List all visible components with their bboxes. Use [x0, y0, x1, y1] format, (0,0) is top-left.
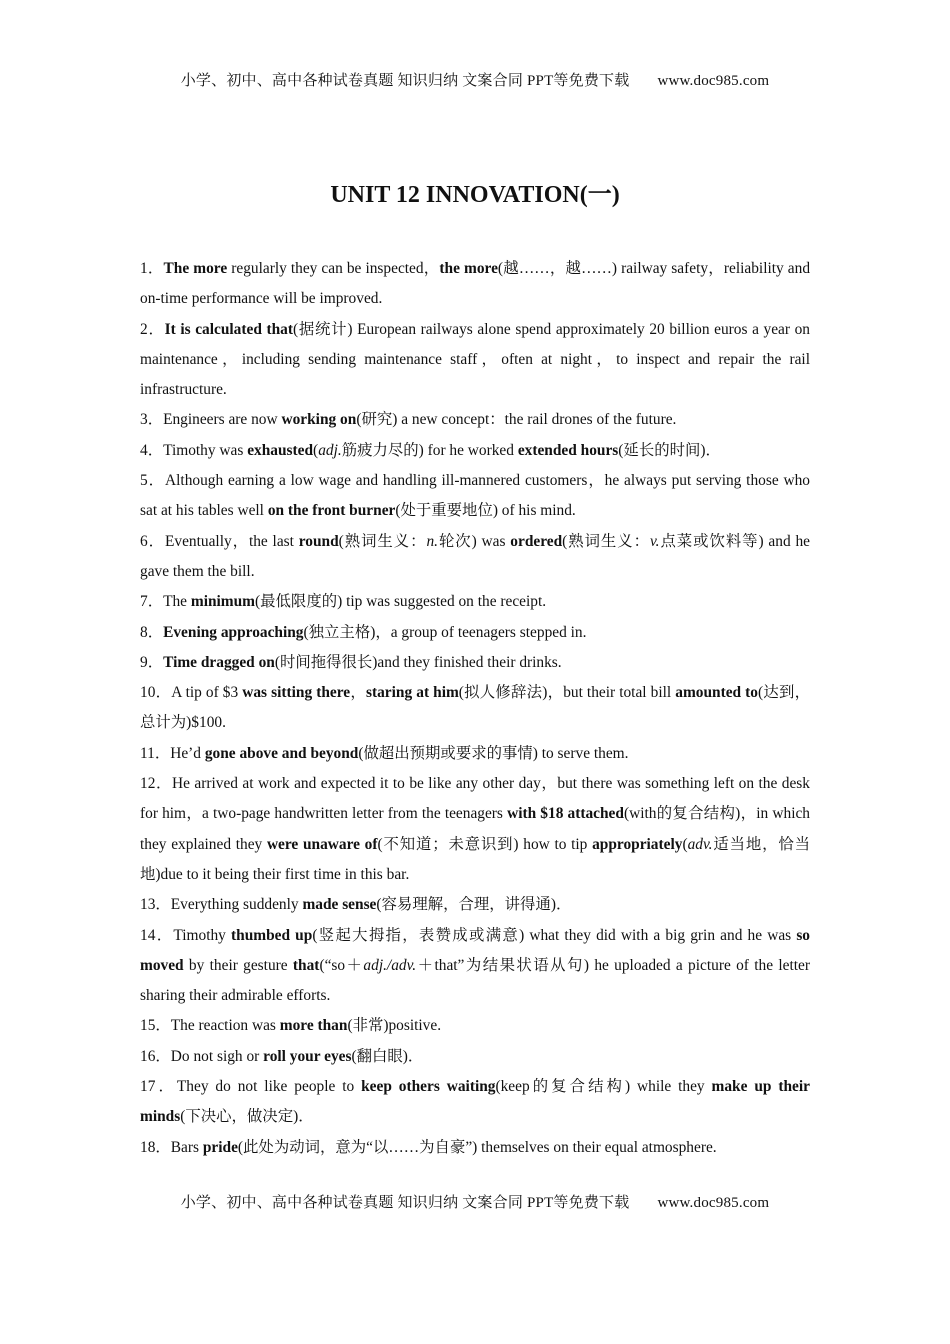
sentence-item-14 [140, 921, 810, 1012]
sentence-text: (独立主格)，a group of teenagers stepped in. [303, 623, 587, 641]
key-phrase: with $18 attached [507, 805, 624, 823]
key-phrase: Time dragged on [163, 653, 275, 671]
sentence-list [140, 254, 810, 1163]
sentence-text: (不知道；未意识到) how to tip [377, 835, 593, 853]
sentence-item-2 [140, 315, 810, 406]
part-of-speech: n. [426, 532, 438, 550]
key-phrase: thumbed up [231, 926, 313, 944]
sentence-text: (非常)positive. [347, 1017, 442, 1035]
sentence-text: 18．Bars [140, 1138, 203, 1156]
sentence-item-18 [140, 1133, 810, 1163]
sentence-text: (翻白眼)． [351, 1047, 424, 1065]
sentence-item-13 [140, 890, 810, 920]
sentence-text: 14．Timothy [140, 926, 232, 944]
key-phrase: pride [202, 1138, 238, 1156]
sentence-text: (“so＋ [319, 956, 364, 974]
part-of-speech: adv. [687, 835, 713, 853]
sentence-item-15 [140, 1011, 810, 1041]
sentence-text: 17．They do not like people to [140, 1078, 362, 1096]
sentence-item-1 [140, 254, 810, 315]
sentence-text: (延长的时间)． [618, 441, 721, 459]
sentence-text: (研究) a new concept：the rail drones of the future. [356, 411, 677, 429]
sentence-text: 3．Engineers are now [140, 411, 282, 429]
key-phrase: was sitting there [242, 684, 351, 702]
sentence-text: 适当地，恰当地)due to it being their first time in this bar. [140, 835, 810, 883]
key-phrase: on the front burner [267, 502, 396, 520]
sentence-text: 8． [140, 623, 164, 641]
footer-text: 小学、初中、高中各种试卷真题 知识归纳 文案合同 PPT等免费下载 [180, 1195, 630, 1211]
key-phrase: amounted to [675, 684, 758, 702]
key-phrase: were unaware of [266, 835, 378, 853]
footer-site-link[interactable]: www.doc985.com [657, 1195, 770, 1211]
sentence-text: by their gesture [183, 956, 293, 974]
sentence-item-9 [140, 648, 810, 678]
key-phrase: It is calculated that [164, 320, 293, 338]
sentence-text: 筋疲力尽的) for he worked [341, 441, 518, 459]
sentence-text: (做超出预期或要求的事情) to serve them. [358, 744, 629, 762]
key-phrase: The more [163, 260, 228, 277]
part-of-speech: adj./adv. [363, 956, 417, 974]
key-phrase: staring at him [366, 684, 459, 702]
sentence-text: (竖起大拇指，表赞成或满意) what they did with a big grin and he was [312, 926, 797, 944]
header-site-link[interactable]: www.doc985.com [657, 73, 770, 89]
sentence-text: 点菜或饮料等) and he gave them the bill. [140, 532, 810, 580]
sentence-text: (时间拖得很长)and they finished their drinks. [274, 653, 562, 671]
key-phrase: so moved [140, 926, 810, 974]
part-of-speech: adj. [318, 441, 342, 459]
sentence-text: 5．Although earning a low wage and handling ill-mannered customers，he always put serving those who sat at his tables well [140, 472, 810, 520]
key-phrase: keep others waiting [361, 1078, 496, 1096]
sentence-text: (keep的复合结构) while they [495, 1078, 712, 1096]
sentence-text: 7．The [140, 593, 191, 611]
key-phrase: roll your eyes [263, 1047, 352, 1065]
sentence-text: (据统计) European railways alone spend approximately 20 billion euros a year on maintenance，including sending maintenance staff，often at night，to inspect and repair the rail infrastructure. [140, 320, 810, 399]
sentence-text: 12．He arrived at work and expected it to be like any other day，but there was something left on the desk for him，a two-page handwritten letter from the teenagers [140, 775, 810, 823]
sentence-item-16 [140, 1042, 810, 1072]
header-text: 小学、初中、高中各种试卷真题 知识归纳 文案合同 PPT等免费下载 [180, 73, 630, 89]
key-phrase: made sense [302, 896, 377, 914]
sentence-text: (熟词生义： [338, 532, 427, 550]
sentence-text: 6．Eventually，the last [140, 532, 299, 550]
key-phrase: minimum [190, 593, 256, 611]
key-phrase: round [298, 532, 339, 550]
sentence-text: (此处为动词，意为“以……为自豪”) themselves on their equal atmosphere. [237, 1138, 717, 1156]
sentence-text: (with的复合结构)，in which they explained they [140, 805, 811, 853]
sentence-text: 15．The reaction was [140, 1017, 280, 1035]
sentence-text: 2． [140, 320, 165, 338]
sentence-item-8 [140, 618, 810, 648]
sentence-text: 11．He’d [140, 744, 205, 762]
sentence-text: 轮次) was [438, 532, 511, 550]
key-phrase: that [292, 956, 320, 974]
sentence-item-5 [140, 466, 810, 527]
key-phrase: exhausted [247, 441, 314, 459]
sentence-text: 1． [140, 260, 164, 277]
key-phrase: make up their minds [140, 1078, 810, 1126]
key-phrase: the more [439, 260, 498, 277]
sentence-text: ( [313, 441, 319, 459]
page-header [0, 69, 950, 90]
sentence-text: (处于重要地位) of his mind. [395, 502, 576, 520]
sentence-text: 13．Everything suddenly [140, 896, 303, 914]
sentence-text: (下决心，做决定)． [180, 1108, 314, 1126]
sentence-item-4 [140, 436, 810, 466]
key-phrase: working on [281, 411, 357, 429]
sentence-item-6 [140, 527, 810, 588]
part-of-speech: v. [649, 532, 660, 550]
sentence-text: (容易理解，合理，讲得通)． [376, 896, 572, 914]
sentence-text: (熟词生义： [562, 532, 650, 550]
sentence-text: ， [350, 684, 366, 702]
sentence-text: 16．Do not sigh or [140, 1047, 264, 1065]
key-phrase: gone above and beyond [204, 744, 359, 762]
key-phrase: ordered [510, 532, 563, 550]
sentence-text: ＋that”为结果状语从句) he uploaded a picture of the letter sharing their admirable efforts. [140, 956, 810, 1005]
key-phrase: extended hours [517, 441, 619, 459]
sentence-item-3 [140, 405, 810, 435]
sentence-text: 9． [140, 653, 164, 671]
sentence-item-17 [140, 1072, 810, 1133]
sentence-text: 10．A tip of $3 [140, 684, 243, 702]
page-title: UNIT 12 INNOVATION(一) [330, 182, 620, 208]
sentence-item-11 [140, 739, 810, 769]
sentence-item-12 [140, 769, 810, 890]
sentence-text: (最低限度的) tip was suggested on the receipt. [255, 593, 547, 611]
sentence-text: (越……，越……) railway safety，reliability and on-time performance will be improved. [140, 260, 811, 308]
sentence-text: regularly they can be inspected， [227, 260, 440, 277]
sentence-item-7 [140, 587, 810, 617]
sentence-text: 4．Timothy was [140, 441, 248, 459]
sentence-text: ( [682, 835, 688, 853]
key-phrase: more than [279, 1017, 348, 1035]
sentence-text: (达到，总计为)$100. [140, 684, 810, 732]
sentence-text: (拟人修辞法)，but their total bill [458, 684, 676, 702]
key-phrase: Evening approaching [163, 623, 304, 641]
sentence-item-10 [140, 678, 810, 739]
page-footer [0, 1191, 950, 1212]
key-phrase: appropriately [592, 835, 683, 853]
